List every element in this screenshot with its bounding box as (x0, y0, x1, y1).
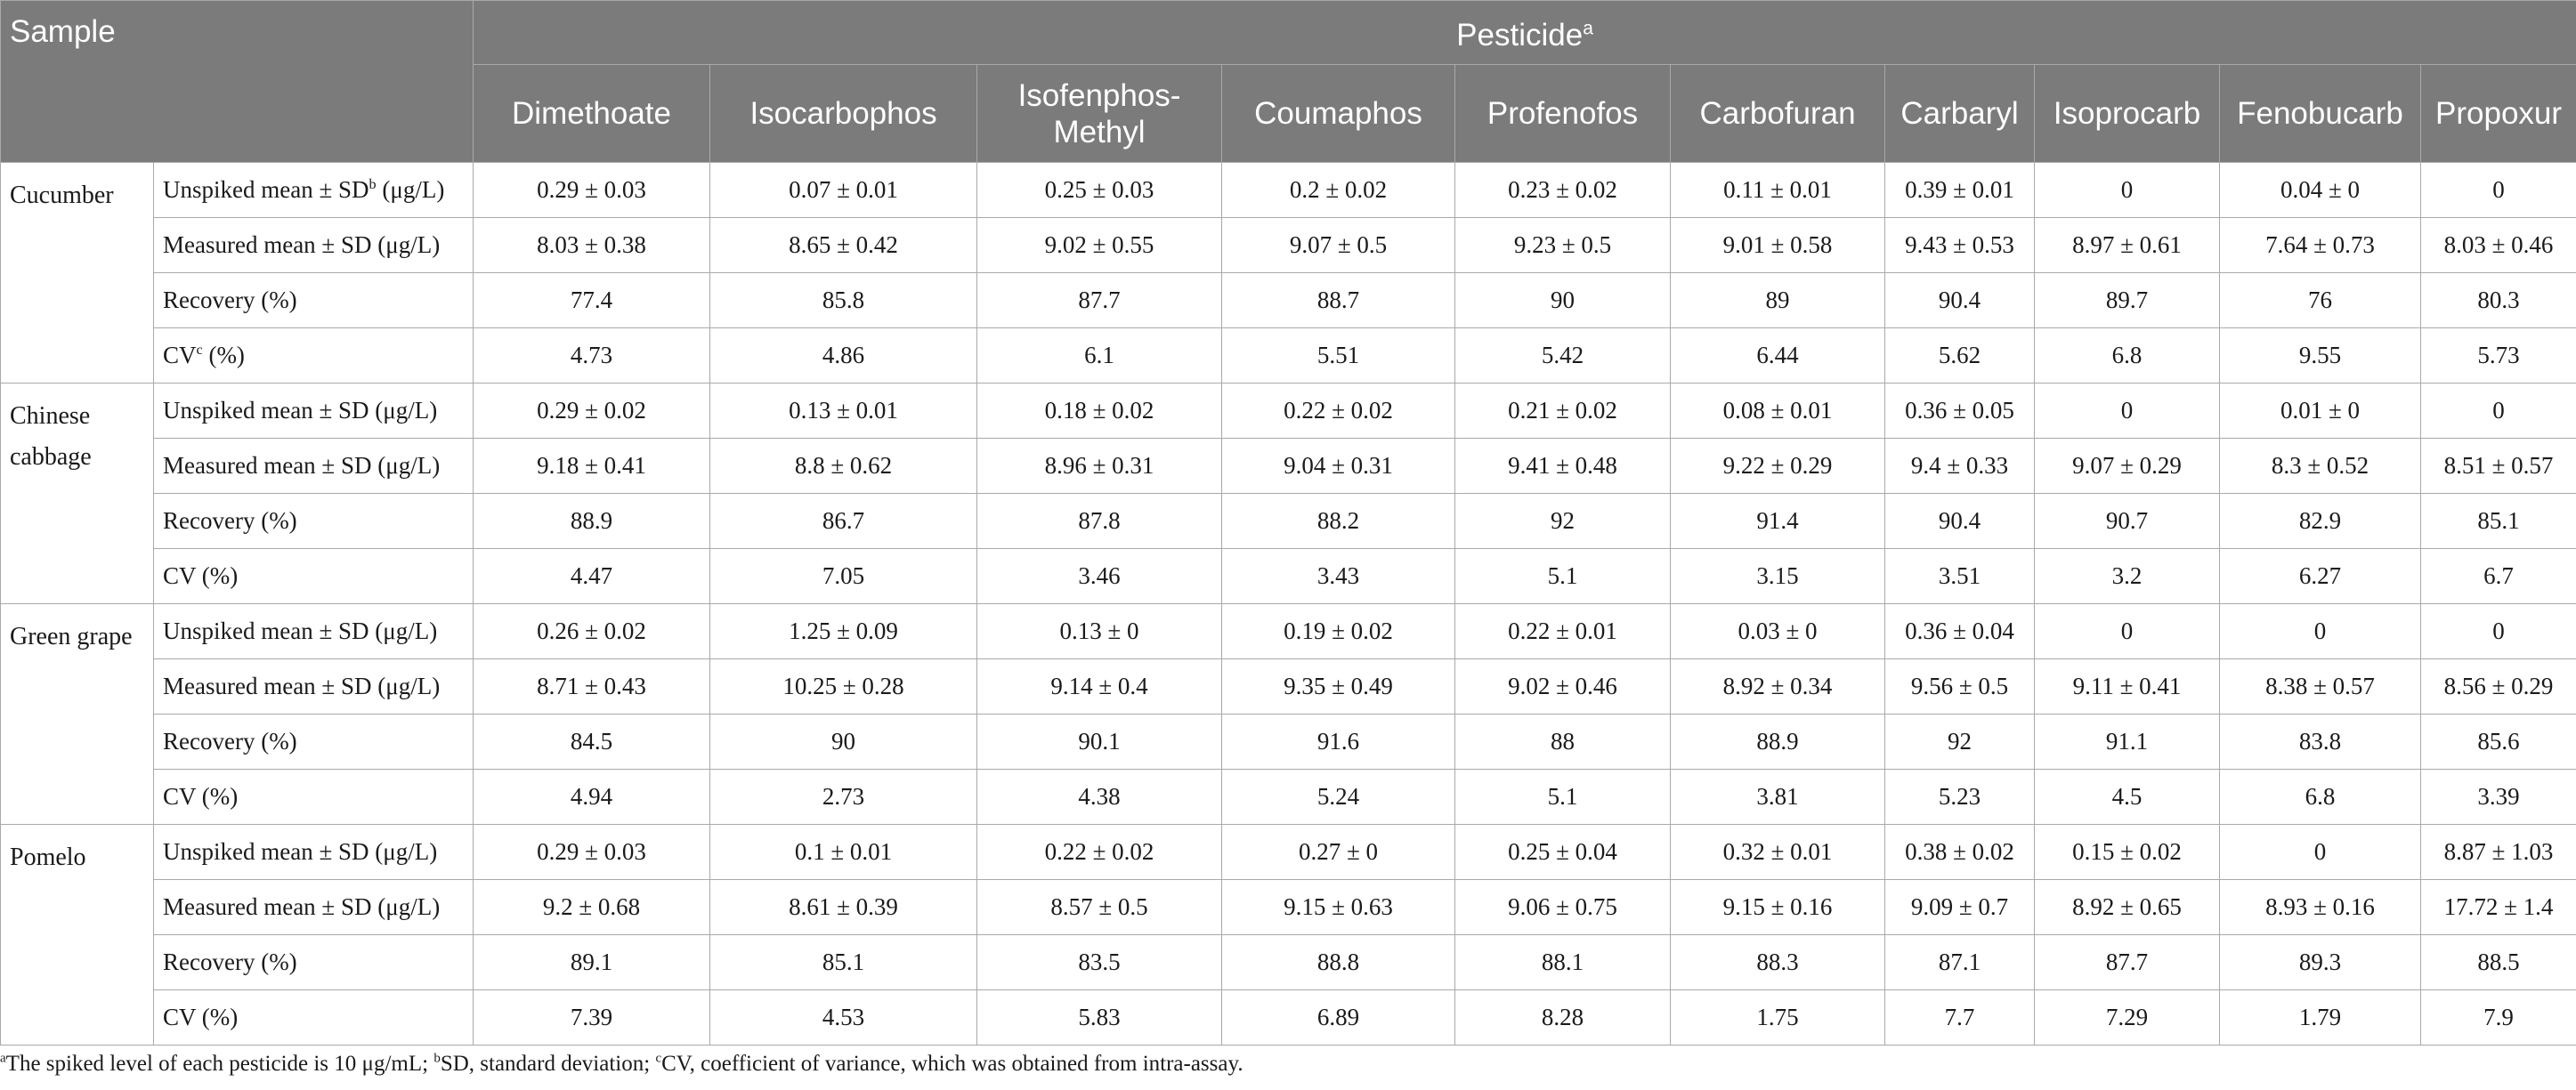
pesticide-header: Isocarbophos (710, 65, 977, 163)
data-cell: 8.56 ± 0.29 (2421, 659, 2576, 715)
metric-label: Unspiked mean ± SD (μg/L) (154, 825, 474, 880)
data-cell: 0.1 ± 0.01 (710, 825, 977, 880)
data-cell: 0 (2220, 604, 2421, 659)
data-cell: 88.7 (1222, 273, 1455, 328)
data-cell: 88.3 (1671, 935, 1885, 990)
data-cell: 8.3 ± 0.52 (2220, 439, 2421, 494)
table-row (1, 439, 2576, 494)
data-cell: 5.62 (1885, 328, 2035, 384)
data-cell: 0.18 ± 0.02 (977, 384, 1222, 439)
data-cell: 9.55 (2220, 328, 2421, 384)
data-cell: 6.7 (2421, 549, 2576, 604)
data-cell: 0 (2421, 604, 2576, 659)
pesticide-header: Propoxur (2421, 65, 2576, 163)
data-cell: 5.1 (1455, 770, 1671, 825)
data-cell: 6.1 (977, 328, 1222, 384)
data-cell: 88.9 (1671, 715, 1885, 770)
table-row (1, 935, 2576, 990)
table-row (1, 770, 2576, 825)
data-cell: 9.22 ± 0.29 (1671, 439, 1885, 494)
table-row (1, 494, 2576, 549)
data-cell: 85.6 (2421, 715, 2576, 770)
data-cell: 5.23 (1885, 770, 2035, 825)
pesticide-header: Profenofos (1455, 65, 1671, 163)
data-cell: 8.97 ± 0.61 (2035, 218, 2220, 273)
data-cell: 3.43 (1222, 549, 1455, 604)
data-cell: 0 (2035, 384, 2220, 439)
data-cell: 0.22 ± 0.02 (1222, 384, 1455, 439)
data-cell: 9.11 ± 0.41 (2035, 659, 2220, 715)
data-cell: 0.25 ± 0.04 (1455, 825, 1671, 880)
data-cell: 4.38 (977, 770, 1222, 825)
metric-label: Measured mean ± SD (μg/L) (154, 880, 474, 935)
table-row (1, 218, 2576, 273)
data-cell: 91.4 (1671, 494, 1885, 549)
data-cell: 0.23 ± 0.02 (1455, 163, 1671, 218)
data-cell: 0 (2035, 163, 2220, 218)
data-cell: 4.86 (710, 328, 977, 384)
data-cell: 91.1 (2035, 715, 2220, 770)
data-cell: 82.9 (2220, 494, 2421, 549)
metric-label: Recovery (%) (154, 273, 474, 328)
data-cell: 8.57 ± 0.5 (977, 880, 1222, 935)
data-cell: 76 (2220, 273, 2421, 328)
data-cell: 85.1 (710, 935, 977, 990)
sample-header: Sample (1, 1, 474, 163)
pesticide-header: Carbaryl (1885, 65, 2035, 163)
data-cell: 83.5 (977, 935, 1222, 990)
data-cell: 8.38 ± 0.57 (2220, 659, 2421, 715)
data-cell: 0.19 ± 0.02 (1222, 604, 1455, 659)
data-cell: 0 (2220, 825, 2421, 880)
sample-name: Chinese cabbage (1, 384, 154, 604)
data-cell: 89.7 (2035, 273, 2220, 328)
data-cell: 9.43 ± 0.53 (1885, 218, 2035, 273)
data-cell: 83.8 (2220, 715, 2421, 770)
pesticide-header: Fenobucarb (2220, 65, 2421, 163)
data-cell: 8.92 ± 0.65 (2035, 880, 2220, 935)
data-cell: 0.13 ± 0.01 (710, 384, 977, 439)
data-cell: 0.29 ± 0.02 (474, 384, 710, 439)
data-cell: 90.7 (2035, 494, 2220, 549)
metric-label: Measured mean ± SD (μg/L) (154, 218, 474, 273)
data-cell: 9.06 ± 0.75 (1455, 880, 1671, 935)
pesticide-header: Dimethoate (474, 65, 710, 163)
data-cell: 8.03 ± 0.38 (474, 218, 710, 273)
data-cell: 89.1 (474, 935, 710, 990)
data-cell: 91.6 (1222, 715, 1455, 770)
data-cell: 92 (1455, 494, 1671, 549)
data-cell: 0.22 ± 0.02 (977, 825, 1222, 880)
table-row (1, 990, 2576, 1046)
data-cell: 88.1 (1455, 935, 1671, 990)
data-cell: 3.46 (977, 549, 1222, 604)
data-cell: 0.27 ± 0 (1222, 825, 1455, 880)
data-cell: 0 (2421, 163, 2576, 218)
data-cell: 0.36 ± 0.05 (1885, 384, 2035, 439)
data-cell: 3.51 (1885, 549, 2035, 604)
data-cell: 1.25 ± 0.09 (710, 604, 977, 659)
data-cell: 88.2 (1222, 494, 1455, 549)
data-cell: 90.4 (1885, 494, 2035, 549)
data-cell: 9.41 ± 0.48 (1455, 439, 1671, 494)
metric-label: Unspiked mean ± $SD^b$ (μg/L) (154, 163, 474, 218)
data-cell: 0.11 ± 0.01 (1671, 163, 1885, 218)
data-cell: 87.7 (977, 273, 1222, 328)
data-cell: 90 (1455, 273, 1671, 328)
data-cell: 8.92 ± 0.34 (1671, 659, 1885, 715)
data-cell: 1.75 (1671, 990, 1885, 1046)
pesticide-header: Isofenphos-Methyl (977, 65, 1222, 163)
pesticide-header: Coumaphos (1222, 65, 1455, 163)
data-cell: 9.07 ± 0.29 (2035, 439, 2220, 494)
table-row (1, 825, 2576, 880)
data-cell: 90.4 (1885, 273, 2035, 328)
data-cell: 6.44 (1671, 328, 1885, 384)
table-row (1, 880, 2576, 935)
data-cell: 0.26 ± 0.02 (474, 604, 710, 659)
sample-name: Green grape (1, 604, 154, 825)
data-cell: 88 (1455, 715, 1671, 770)
data-cell: 9.56 ± 0.5 (1885, 659, 2035, 715)
data-cell: 84.5 (474, 715, 710, 770)
data-cell: 8.93 ± 0.16 (2220, 880, 2421, 935)
data-cell: 87.7 (2035, 935, 2220, 990)
data-cell: 0 (2421, 384, 2576, 439)
data-cell: 0.13 ± 0 (977, 604, 1222, 659)
data-cell: 7.9 (2421, 990, 2576, 1046)
data-cell: 0.2 ± 0.02 (1222, 163, 1455, 218)
data-cell: 5.42 (1455, 328, 1671, 384)
data-cell: 3.2 (2035, 549, 2220, 604)
data-cell: 17.72 ± 1.4 (2421, 880, 2576, 935)
data-cell: 9.18 ± 0.41 (474, 439, 710, 494)
data-cell: 8.61 ± 0.39 (710, 880, 977, 935)
data-cell: 8.51 ± 0.57 (2421, 439, 2576, 494)
metric-label: Unspiked mean ± SD (μg/L) (154, 384, 474, 439)
metric-label: CV (%) (154, 770, 474, 825)
data-cell: 8.03 ± 0.46 (2421, 218, 2576, 273)
data-cell: 8.8 ± 0.62 (710, 439, 977, 494)
data-cell: 5.73 (2421, 328, 2576, 384)
data-cell: 3.39 (2421, 770, 2576, 825)
table-footnote: $^a$The spiked level of each pesticide is 10 μg/mL; $^b$SD, standard deviation; $^c$CV, coefficient of variance, which was obtained from intra-assay. (0, 1051, 1243, 1076)
data-cell: 8.71 ± 0.43 (474, 659, 710, 715)
data-cell: 4.5 (2035, 770, 2220, 825)
data-cell: 4.53 (710, 990, 977, 1046)
data-cell: 9.02 ± 0.46 (1455, 659, 1671, 715)
table-row (1, 328, 2576, 384)
data-cell: 92 (1885, 715, 2035, 770)
metric-label: CV (%) (154, 549, 474, 604)
data-cell: 9.07 ± 0.5 (1222, 218, 1455, 273)
metric-label: Measured mean ± SD (μg/L) (154, 659, 474, 715)
data-cell: 2.73 (710, 770, 977, 825)
data-cell: 8.87 ± 1.03 (2421, 825, 2576, 880)
data-cell: 9.15 ± 0.16 (1671, 880, 1885, 935)
data-cell: 0.15 ± 0.02 (2035, 825, 2220, 880)
data-cell: 6.8 (2035, 328, 2220, 384)
data-cell: 9.15 ± 0.63 (1222, 880, 1455, 935)
data-cell: 6.8 (2220, 770, 2421, 825)
data-cell: 9.35 ± 0.49 (1222, 659, 1455, 715)
data-cell: 0.03 ± 0 (1671, 604, 1885, 659)
data-cell: 89 (1671, 273, 1885, 328)
data-cell: 89.3 (2220, 935, 2421, 990)
data-cell: 10.25 ± 0.28 (710, 659, 977, 715)
data-cell: 0.29 ± 0.03 (474, 825, 710, 880)
data-cell: 3.81 (1671, 770, 1885, 825)
data-cell: 9.4 ± 0.33 (1885, 439, 2035, 494)
table-row (1, 604, 2576, 659)
data-cell: 5.24 (1222, 770, 1455, 825)
data-cell: 90.1 (977, 715, 1222, 770)
table-row (1, 384, 2576, 439)
data-cell: 8.65 ± 0.42 (710, 218, 977, 273)
data-cell: 9.04 ± 0.31 (1222, 439, 1455, 494)
table-row (1, 549, 2576, 604)
data-cell: 5.51 (1222, 328, 1455, 384)
data-cell: 0 (2035, 604, 2220, 659)
metric-label: Recovery (%) (154, 935, 474, 990)
data-cell: 9.01 ± 0.58 (1671, 218, 1885, 273)
data-cell: 88.8 (1222, 935, 1455, 990)
data-cell: 5.1 (1455, 549, 1671, 604)
data-cell: 0.01 ± 0 (2220, 384, 2421, 439)
data-cell: 7.64 ± 0.73 (2220, 218, 2421, 273)
data-cell: 6.27 (2220, 549, 2421, 604)
data-cell: 0.32 ± 0.01 (1671, 825, 1885, 880)
sample-name: Cucumber (1, 163, 154, 384)
data-cell: 5.83 (977, 990, 1222, 1046)
data-cell: 9.2 ± 0.68 (474, 880, 710, 935)
data-cell: 4.94 (474, 770, 710, 825)
metric-label: Unspiked mean ± SD (μg/L) (154, 604, 474, 659)
data-cell: 80.3 (2421, 273, 2576, 328)
sample-name: Pomelo (1, 825, 154, 1046)
data-cell: 0.07 ± 0.01 (710, 163, 977, 218)
metric-label: CV (%) (154, 990, 474, 1046)
data-cell: 0.08 ± 0.01 (1671, 384, 1885, 439)
metric-label: Measured mean ± SD (μg/L) (154, 439, 474, 494)
data-cell: 1.79 (2220, 990, 2421, 1046)
table-row (1, 715, 2576, 770)
data-cell: 0.39 ± 0.01 (1885, 163, 2035, 218)
metric-label: Recovery (%) (154, 715, 474, 770)
data-cell: 88.5 (2421, 935, 2576, 990)
metric-label: Recovery (%) (154, 494, 474, 549)
data-cell: 0.21 ± 0.02 (1455, 384, 1671, 439)
data-cell: 0.22 ± 0.01 (1455, 604, 1671, 659)
data-cell: 88.9 (474, 494, 710, 549)
data-cell: 7.29 (2035, 990, 2220, 1046)
data-cell: 8.96 ± 0.31 (977, 439, 1222, 494)
data-cell: 7.7 (1885, 990, 2035, 1046)
data-cell: 8.28 (1455, 990, 1671, 1046)
table-row (1, 273, 2576, 328)
table-row (1, 659, 2576, 715)
data-cell: 90 (710, 715, 977, 770)
metric-label: $CV^c$ (%) (154, 328, 474, 384)
data-cell: 4.47 (474, 549, 710, 604)
data-cell: 6.89 (1222, 990, 1455, 1046)
data-cell: 0.36 ± 0.04 (1885, 604, 2035, 659)
data-cell: 9.23 ± 0.5 (1455, 218, 1671, 273)
data-cell: 0.38 ± 0.02 (1885, 825, 2035, 880)
data-cell: 87.1 (1885, 935, 2035, 990)
data-cell: 9.09 ± 0.7 (1885, 880, 2035, 935)
data-cell: 0.29 ± 0.03 (474, 163, 710, 218)
data-cell: 87.8 (977, 494, 1222, 549)
table-row (1, 163, 2576, 218)
data-cell: 0.04 ± 0 (2220, 163, 2421, 218)
data-cell: 7.05 (710, 549, 977, 604)
data-cell: 0.25 ± 0.03 (977, 163, 1222, 218)
pesticide-header: Carbofuran (1671, 65, 1885, 163)
data-cell: 85.8 (710, 273, 977, 328)
data-cell: 4.73 (474, 328, 710, 384)
pesticide-group-header: Pesticide$^a$ (474, 1, 2576, 65)
data-cell: 77.4 (474, 273, 710, 328)
data-cell: 3.15 (1671, 549, 1885, 604)
data-cell: 9.14 ± 0.4 (977, 659, 1222, 715)
data-cell: 86.7 (710, 494, 977, 549)
pesticide-header: Isoprocarb (2035, 65, 2220, 163)
data-cell: 85.1 (2421, 494, 2576, 549)
data-cell: 7.39 (474, 990, 710, 1046)
data-cell: 9.02 ± 0.55 (977, 218, 1222, 273)
